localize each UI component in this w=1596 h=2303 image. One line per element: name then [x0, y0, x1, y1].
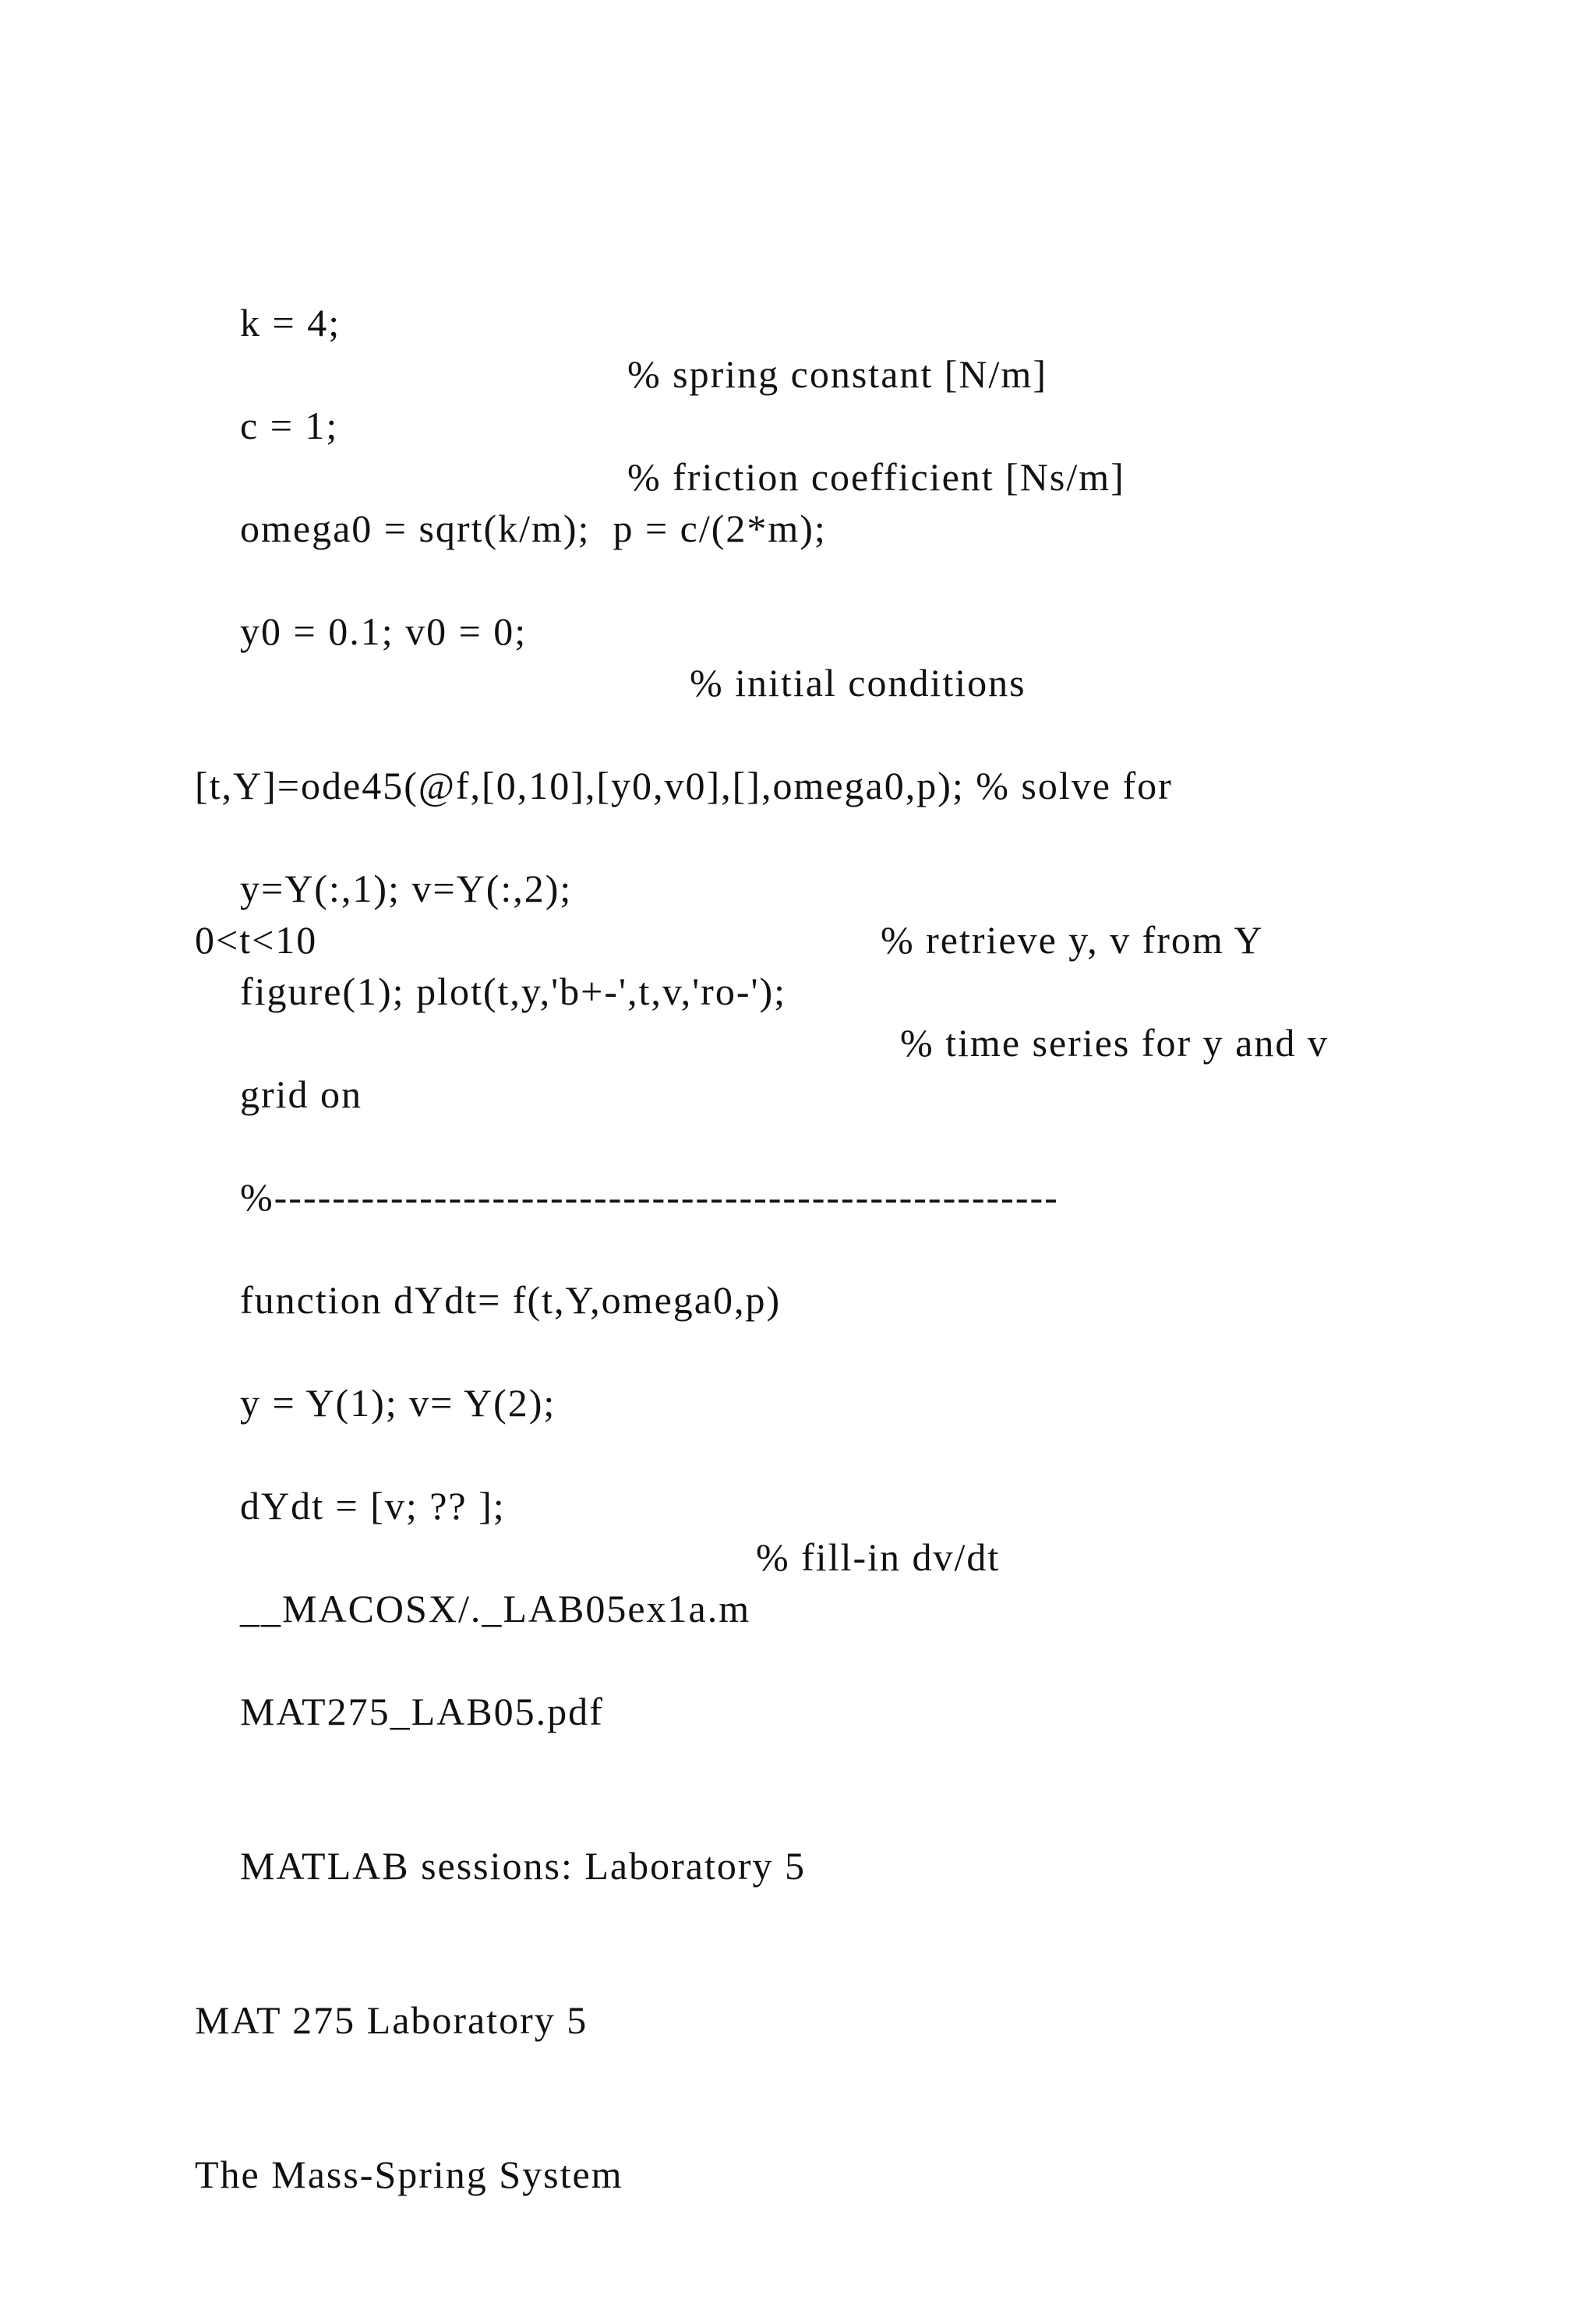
code-text: function dYdt= f(t,Y,omega0,p) — [240, 1278, 782, 1322]
lab-title: MAT 275 Laboratory 5 — [195, 1998, 588, 2042]
code-comment: % friction coefficient [Ns/m] — [627, 455, 1125, 499]
code-text: y0 = 0.1; v0 = 0; — [240, 609, 528, 653]
code-text: k = 4; — [240, 301, 341, 344]
code-comment: % time series for y and v — [900, 1021, 1329, 1065]
code-text: grid on — [240, 1072, 363, 1116]
session-title: MATLAB sessions: Laboratory 5 — [240, 1844, 806, 1888]
code-text: omega0 = sqrt(k/m); p = c/(2*m); — [240, 507, 827, 550]
code-text: %------------------------------------------------------ — [240, 1175, 1059, 1219]
pdf-name: MAT275_LAB05.pdf — [240, 1690, 604, 1733]
code-comment: % retrieve y, v from Y — [881, 918, 1264, 962]
code-text: dYdt = [v; ?? ]; — [240, 1484, 506, 1528]
code-comment: % fill-in dv/dt — [756, 1535, 1001, 1579]
lab-subtitle: The Mass-Spring System — [195, 2153, 623, 2196]
code-continuation: 0<t<10 — [195, 918, 318, 962]
code-text: y = Y(1); v= Y(2); — [240, 1381, 556, 1425]
code-comment: % initial conditions — [690, 661, 1026, 705]
code-text: figure(1); plot(t,y,'b+-',t,v,'ro-'); — [240, 970, 787, 1013]
code-comment: % spring constant [N/m] — [627, 352, 1047, 396]
lab-title-block — [195, 1891, 623, 2303]
code-text: [t,Y]=ode45(@f,[0,10],[y0,v0],[],omega0,p); % solve for — [195, 764, 1173, 807]
code-text: y=Y(:,1); v=Y(:,2); — [240, 867, 573, 910]
file-name: __MACOSX/._LAB05ex1a.m — [240, 1587, 751, 1630]
pdf-name-line — [195, 1634, 604, 1789]
code-text: c = 1; — [240, 404, 339, 447]
